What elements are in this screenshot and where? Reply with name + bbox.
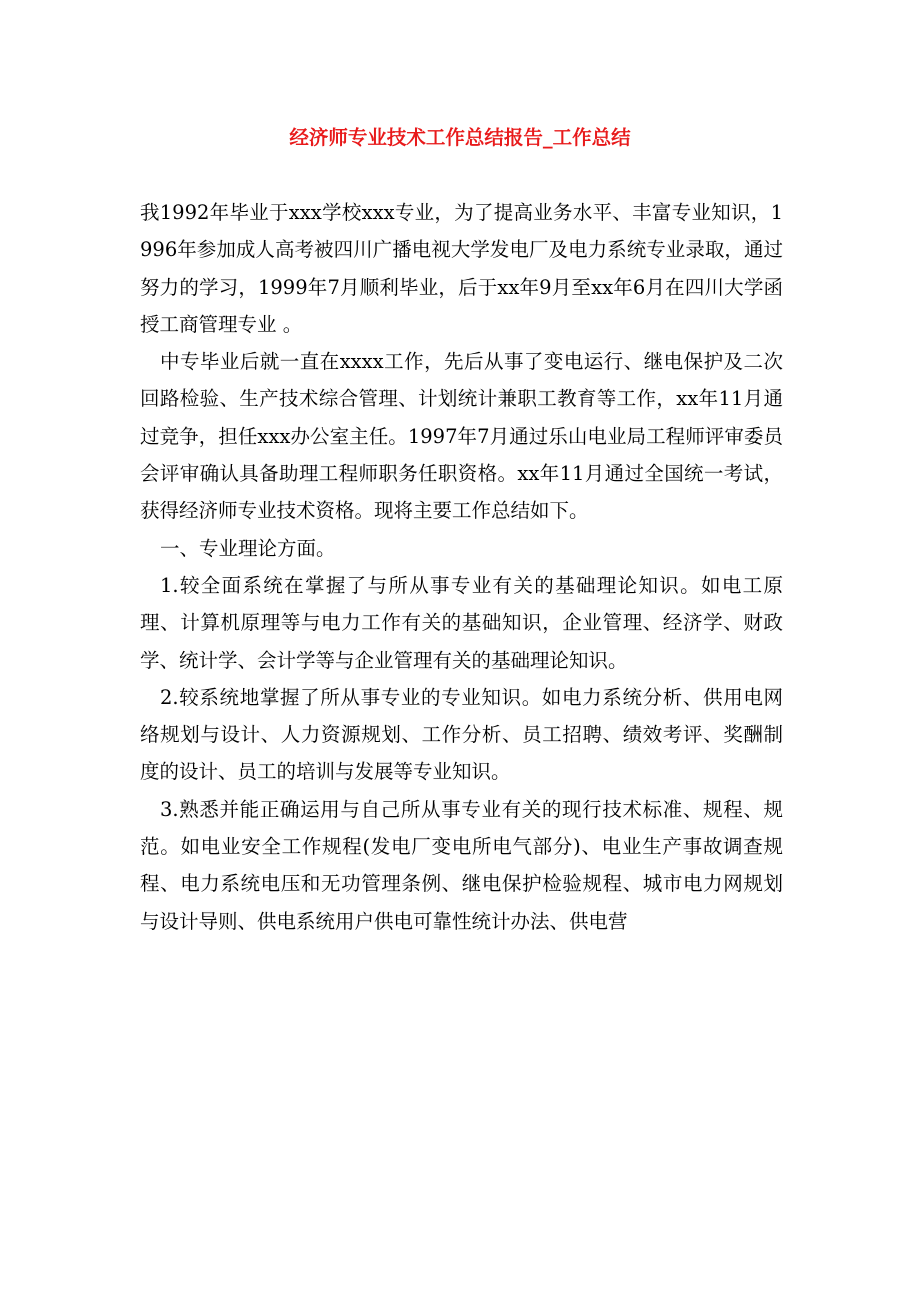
document-title: 经济师专业技术工作总结报告_工作总结 — [289, 126, 631, 149]
paragraph-work-history: 中专毕业后就一直在xxxx工作，先后从事了变电运行、继电保护及二次回路检验、生产技术综合管理、计划统计兼职工教育等工作，xx年11月通过竞争，担任xxx办公室主任。1997年7月通过乐山电业局工程师评审委员会评审确认具备助理工程师职务任职资格。xx年11月通过全国统一考试，获得经济师专业技术资格。现将主要工作总结如下。 — [140, 350, 783, 523]
paragraph-item-1: 1.较全面系统在掌握了与所从事专业有关的基础理论知识。如电工原理、计算机原理等与电力工作有关的基础知识，企业管理、经济学、财政学、统计学、会计学等与企业管理有关的基础理论知识。 — [140, 573, 783, 672]
paragraph-education: 我1992年毕业于xxx学校xxx专业，为了提高业务水平、丰富专业知识，1996年参加成人高考被四川广播电视大学发电厂及电力系统专业录取，通过努力的学习，1999年7月顺利毕业，后于xx年9月至xx年6月在四川大学函授工商管理专业 。 — [140, 201, 783, 336]
paragraph-item-3: 3.熟悉并能正确运用与自己所从事专业有关的现行技术标准、规程、规范。如电业安全工作规程(发电厂变电所电气部分)、电业生产事故调查规程、电力系统电压和无功管理条例、继电保护检验规程、城市电力网规划与设计导则、供电系统用户供电可靠性统计办法、供电营 — [140, 797, 783, 933]
section-heading-theory: 一、专业理论方面。 — [160, 536, 336, 560]
paragraph-item-2: 2.较系统地掌握了所从事专业的专业知识。如电力系统分析、供用电网络规划与设计、人力资源规划、工作分析、员工招聘、绩效考评、奖酬制度的设计、员工的培训与发展等专业知识。 — [140, 685, 783, 784]
document-body — [140, 194, 783, 940]
